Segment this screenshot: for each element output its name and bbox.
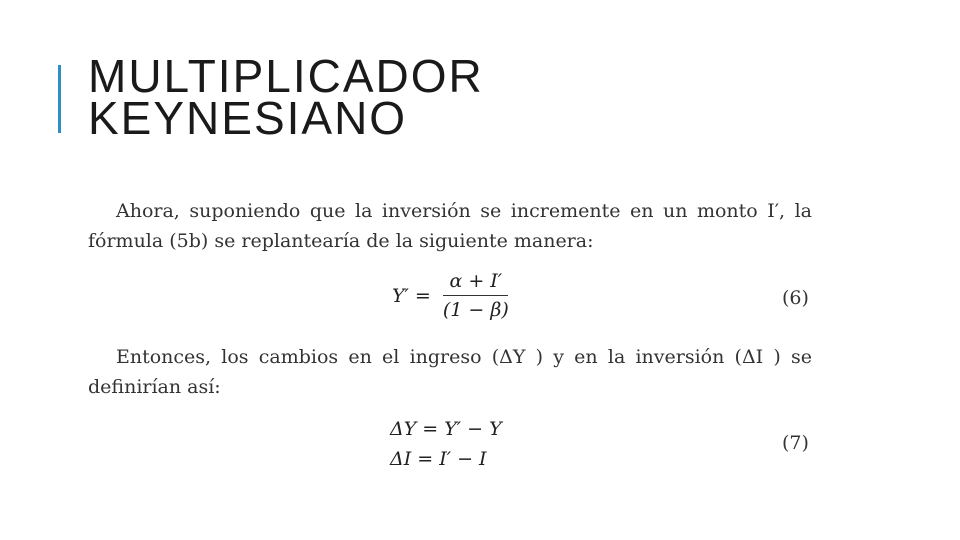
slide-title: [88, 50, 484, 144]
equation-6-number: (6): [782, 287, 809, 309]
paragraph-1: [88, 196, 812, 256]
equation-6-lhs: Y′ =: [392, 284, 431, 307]
equation-7: [390, 414, 502, 474]
paragraph-2-text: Entonces, los cambios en el ingreso (ΔY ) y en la inversión (ΔI ) se definirían así:: [88, 346, 812, 398]
equation-6-fraction: [439, 270, 513, 321]
paragraph-1-text: Ahora, suponiendo que la inversión se incremente en un monto I′, la fórmula (5b) se replantearía de la siguiente manera:: [88, 200, 812, 252]
equation-7-number: (7): [782, 432, 809, 454]
title-accent-bar: [58, 65, 61, 133]
equation-6: [392, 270, 513, 321]
title-line-1: MULTIPLICADOR: [88, 50, 484, 102]
equation-7-line-2: ΔI = I′ − I: [390, 448, 487, 470]
equation-6-denominator: (1 − β): [442, 299, 509, 321]
paragraph-2: [88, 342, 812, 402]
title-line-2: KEYNESIANO: [88, 92, 408, 144]
equation-7-line-1: ΔY = Y′ − Y: [390, 418, 502, 440]
equation-6-numerator: α + I′: [443, 270, 508, 296]
